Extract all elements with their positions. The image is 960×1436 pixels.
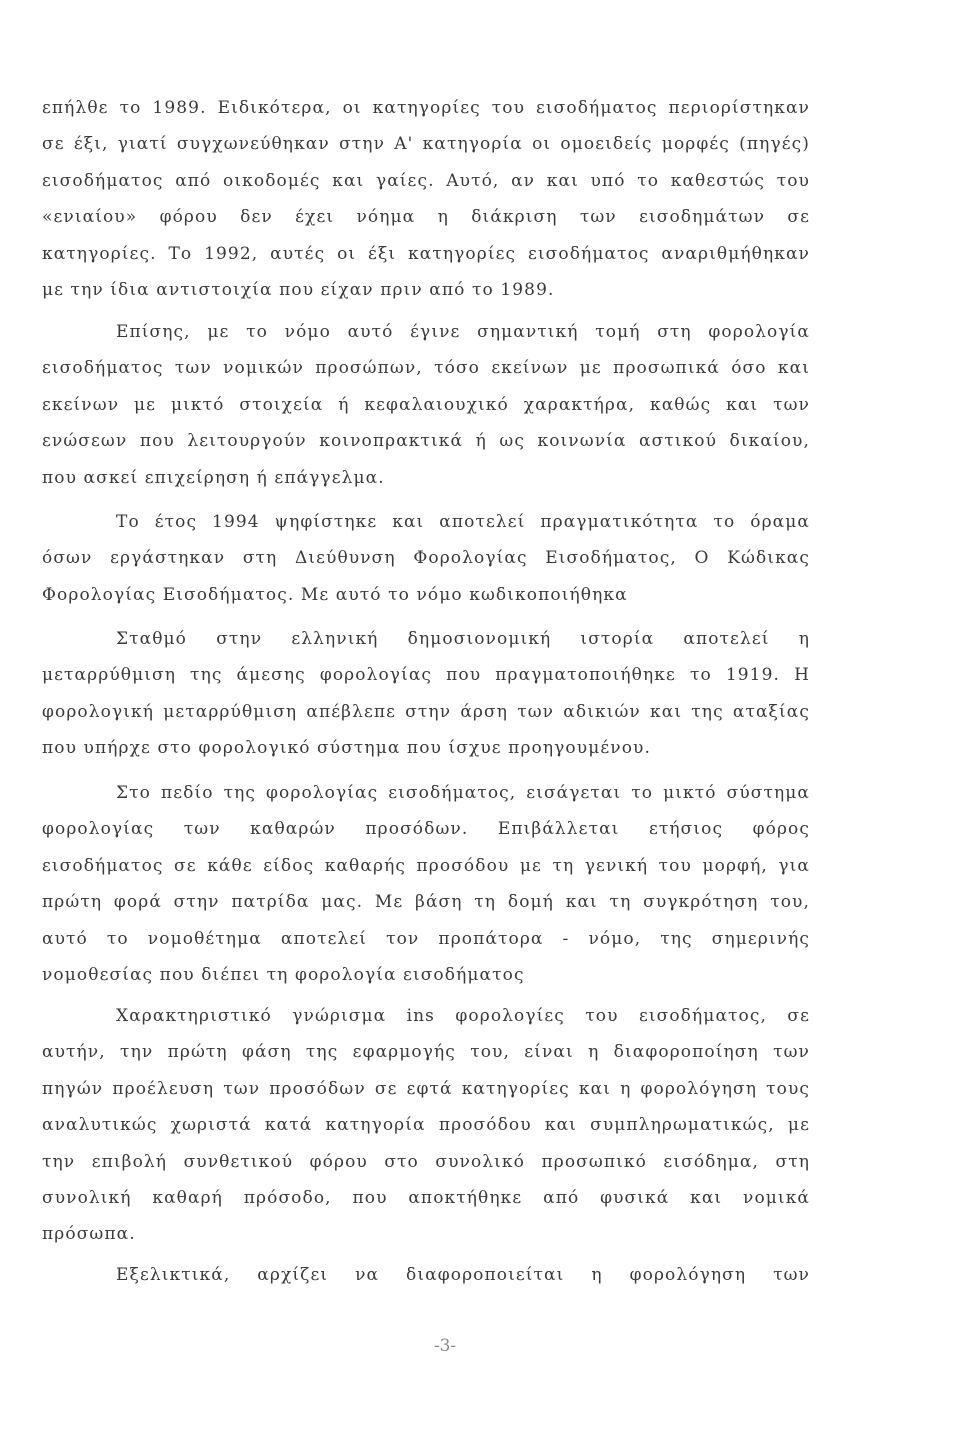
paragraph-7 xyxy=(42,1257,810,1293)
text-line: Εξελικτικά, αρχίζει να διαφοροποιείται η φορολόγηση των xyxy=(116,1265,810,1285)
text-line: Σταθμό στην ελληνική δημοσιονομική ιστορία αποτελεί η xyxy=(116,629,810,649)
paragraph-5 xyxy=(42,775,810,993)
text-line: συνολική καθαρή πρόσοδο, που αποκτήθηκε από φυσικά και νομικά xyxy=(42,1187,810,1208)
paragraph-2 xyxy=(42,314,810,496)
text-line: Το έτος 1994 ψηφίστηκε και αποτελεί πραγματικότητα το όραμα xyxy=(116,512,810,532)
paragraph-6 xyxy=(42,998,810,1253)
text-line: «ενιαίου» φόρου δεν έχει νόημα η διάκριση των εισοδημάτων σε xyxy=(42,207,810,228)
text-line: μεταρρύθμιση της άμεσης φορολογίας που πραγματοποιήθηκε το 1919. Η xyxy=(42,665,810,686)
text-line: σε έξι, γιατί συγχωνεύθηκαν στην Α' κατηγορία οι ομοειδείς μορφές (πηγές) xyxy=(42,134,810,155)
page-number: -3- xyxy=(433,1336,457,1356)
text-line: φορολογίας των καθαρών προσόδων. Επιβάλλεται ετήσιος φόρος xyxy=(42,819,810,840)
text-line: αναλυτικώς χωριστά κατά κατηγορία προσόδου και συμπληρωματικώς, με xyxy=(42,1115,810,1136)
text-line: ενώσεων που λειτουργούν κοινοπρακτικά ή ως κοινωνία αστικού δικαίου, xyxy=(42,431,810,452)
text-line: Επίσης, με το νόμο αυτό έγινε σημαντική τομή στη φορολογία xyxy=(116,322,810,342)
text-line: την επιβολή συνθετικού φόρου στο συνολικό προσωπικό εισόδημα, στη xyxy=(42,1151,810,1172)
text-line: που υπήρχε στο φορολογικό σύστημα που ίσχυε προηγουμένου. xyxy=(42,738,651,759)
text-line: Στο πεδίο της φορολογίας εισοδήματος, εισάγεται το μικτό σύστημα xyxy=(116,783,810,803)
text-line: κατηγορίες. Το 1992, αυτές οι έξι κατηγορίες εισοδήματος αναριθμήθηκαν xyxy=(42,243,810,264)
text-line: φορολογική μεταρρύθμιση απέβλεπε στην άρση των αδικιών και της αταξίας xyxy=(42,701,810,722)
text-line: που ασκεί επιχείρηση ή επάγγελμα. xyxy=(42,467,385,488)
text-line: αυτήν, την πρώτη φάση της εφαρμογής του, είναι η διαφοροποίηση των xyxy=(42,1042,810,1063)
text-line: πρώτη φορά στην πατρίδα μας. Με βάση τη δομή και τη συγκρότηση του, xyxy=(42,892,810,913)
text-line: εισοδήματος σε κάθε είδος καθαρής προσόδου με τη γενική του μορφή, για xyxy=(42,855,810,876)
text-line: αυτό το νομοθέτημα αποτελεί τον προπάτορα - νόμο, της σημερινής xyxy=(42,928,810,949)
text-line: εκείνων με μικτό στοιχεία ή κεφαλαιουχικό χαρακτήρα, καθώς και των xyxy=(42,394,810,415)
text-line: εισοδήματος από οικοδομές και γαίες. Αυτό, αν και υπό το καθεστώς του xyxy=(42,170,810,191)
paragraph-4 xyxy=(42,621,810,767)
paragraph-3 xyxy=(42,504,810,613)
text-line: νομοθεσίας που διέπει τη φορολογία εισοδήματος xyxy=(42,964,525,985)
text-line: πηγών προέλευση των προσόδων σε εφτά κατηγορίες και η φορολόγηση τους xyxy=(42,1078,810,1099)
text-line: όσων εργάστηκαν στη Διεύθυνση Φορολογίας Εισοδήματος, Ο Κώδικας xyxy=(42,548,810,569)
text-line: Χαρακτηριστικό γνώρισμα ins φορολογίες του εισοδήματος, σε xyxy=(116,1006,810,1026)
text-line: εισοδήματος των νομικών προσώπων, τόσο εκείνων με προσωπικά όσο και xyxy=(42,358,810,379)
paragraph-1 xyxy=(42,90,810,308)
text-line: με την ίδια αντιστοιχία που είχαν πριν από το 1989. xyxy=(42,279,555,300)
text-line: επήλθε το 1989. Ειδικότερα, οι κατηγορίες του εισοδήματος περιορίστηκαν xyxy=(42,98,810,118)
text-line: Φορολογίας Εισοδήματος. Με αυτό το νόμο κωδικοποιήθηκα xyxy=(42,584,628,605)
text-line: πρόσωπα. xyxy=(42,1224,136,1245)
